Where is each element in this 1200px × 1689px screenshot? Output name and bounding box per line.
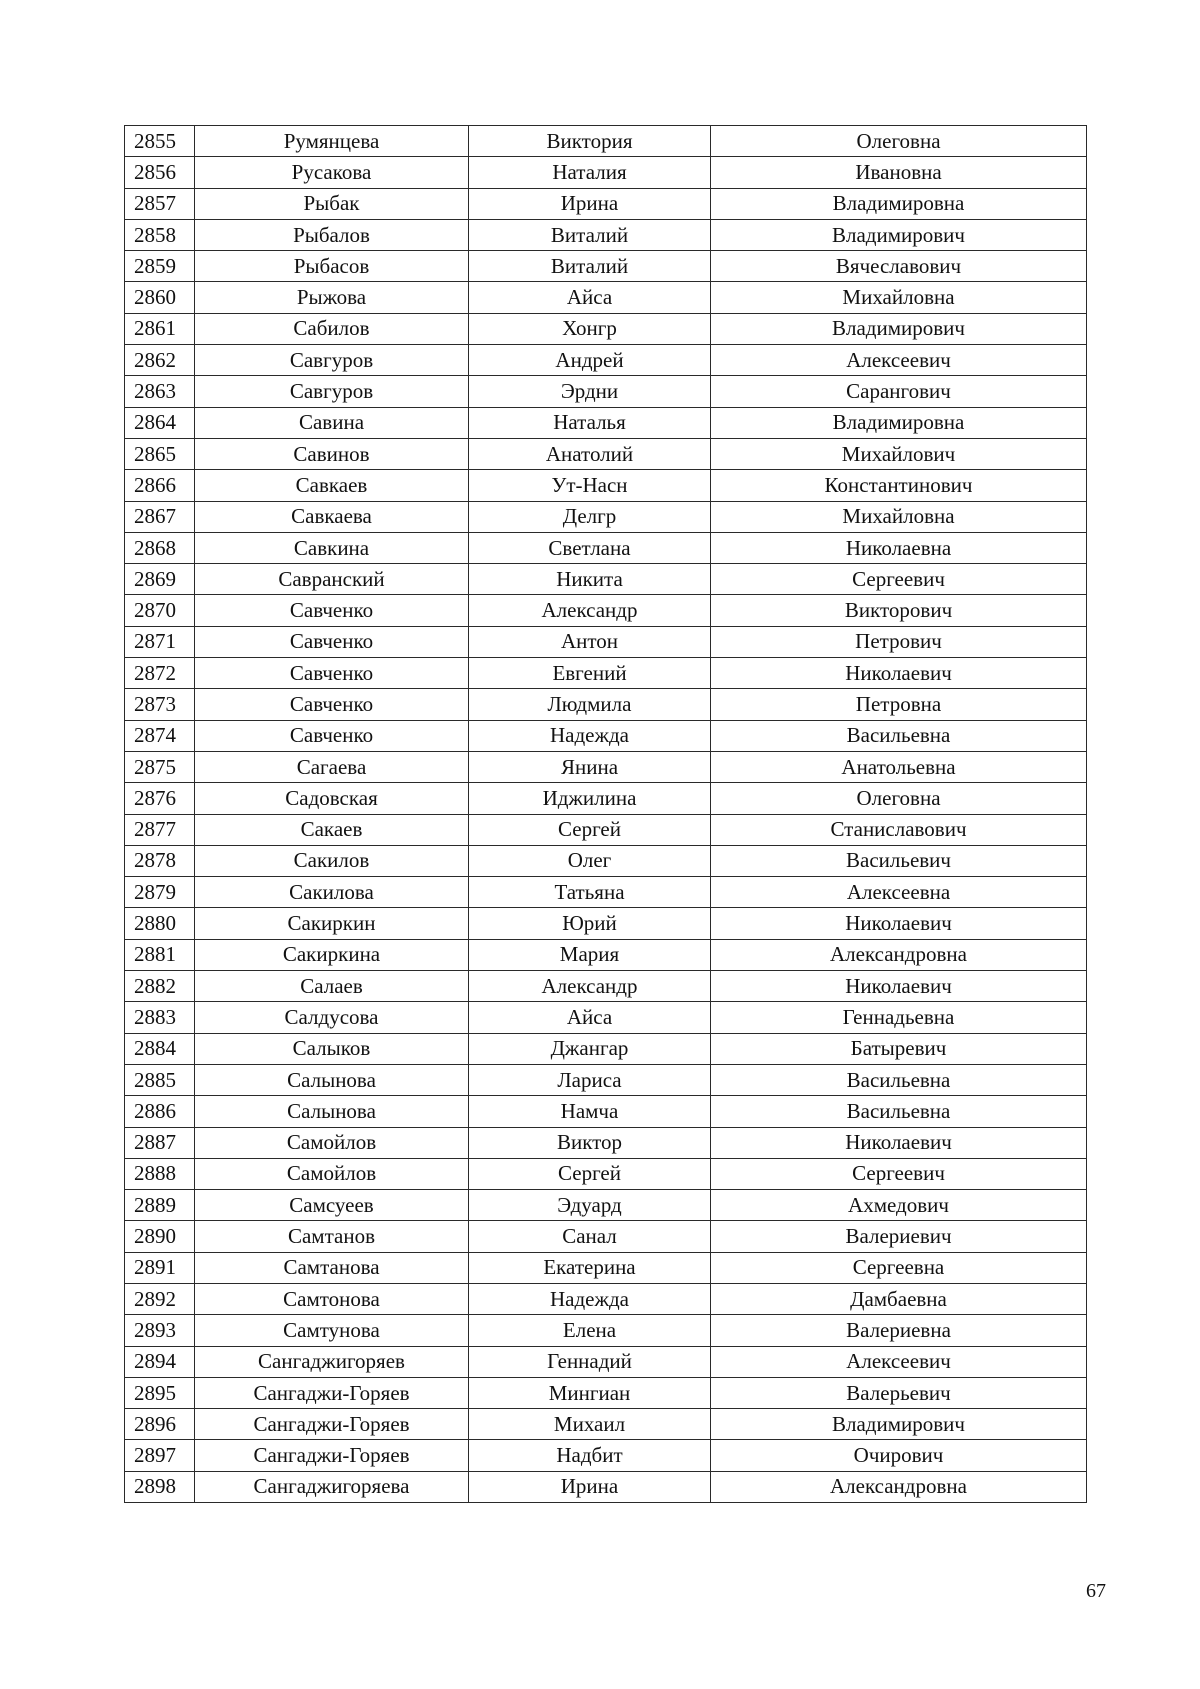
first-name-cell: Александр	[469, 595, 711, 626]
patronymic-cell: Васильевна	[711, 720, 1087, 751]
last-name-cell: Савченко	[195, 658, 469, 689]
first-name-cell: Виктор	[469, 1127, 711, 1158]
first-name-cell: Ирина	[469, 1471, 711, 1502]
patronymic-cell: Александровна	[711, 1471, 1087, 1502]
patronymic-cell: Николаевич	[711, 658, 1087, 689]
last-name-cell: Савкаева	[195, 501, 469, 532]
patronymic-cell: Владимировна	[711, 407, 1087, 438]
patronymic-cell: Васильевич	[711, 845, 1087, 876]
table-row	[125, 1440, 1087, 1471]
row-number-cell: 2867	[125, 501, 195, 532]
patronymic-cell: Николаевич	[711, 971, 1087, 1002]
last-name-cell: Сангаджи-Горяев	[195, 1440, 469, 1471]
first-name-cell: Янина	[469, 751, 711, 782]
table-row	[125, 626, 1087, 657]
first-name-cell: Виктория	[469, 126, 711, 157]
patronymic-cell: Петрович	[711, 626, 1087, 657]
patronymic-cell: Михайлович	[711, 438, 1087, 469]
patronymic-cell: Владимирович	[711, 313, 1087, 344]
table-row	[125, 720, 1087, 751]
row-number-cell: 2866	[125, 470, 195, 501]
first-name-cell: Никита	[469, 564, 711, 595]
first-name-cell: Намча	[469, 1096, 711, 1127]
first-name-cell: Александр	[469, 971, 711, 1002]
table-row	[125, 1283, 1087, 1314]
first-name-cell: Светлана	[469, 532, 711, 563]
table-row	[125, 1158, 1087, 1189]
first-name-cell: Иджилина	[469, 783, 711, 814]
row-number-cell: 2884	[125, 1033, 195, 1064]
row-number-cell: 2898	[125, 1471, 195, 1502]
row-number-cell: 2869	[125, 564, 195, 595]
row-number-cell: 2865	[125, 438, 195, 469]
table-row	[125, 564, 1087, 595]
row-number-cell: 2862	[125, 345, 195, 376]
patronymic-cell: Алексеевич	[711, 345, 1087, 376]
row-number-cell: 2864	[125, 407, 195, 438]
first-name-cell: Евгений	[469, 658, 711, 689]
first-name-cell: Наталия	[469, 157, 711, 188]
first-name-cell: Сергей	[469, 1158, 711, 1189]
first-name-cell: Олег	[469, 845, 711, 876]
first-name-cell: Виталий	[469, 219, 711, 250]
table-row	[125, 971, 1087, 1002]
table-row	[125, 595, 1087, 626]
table-row	[125, 939, 1087, 970]
table-row	[125, 908, 1087, 939]
patronymic-cell: Николаевна	[711, 532, 1087, 563]
table-row	[125, 1346, 1087, 1377]
last-name-cell: Рыбалов	[195, 219, 469, 250]
row-number-cell: 2876	[125, 783, 195, 814]
last-name-cell: Савгуров	[195, 376, 469, 407]
first-name-cell: Джангар	[469, 1033, 711, 1064]
row-number-cell: 2874	[125, 720, 195, 751]
last-name-cell: Савченко	[195, 689, 469, 720]
patronymic-cell: Сергеевич	[711, 1158, 1087, 1189]
last-name-cell: Савкина	[195, 532, 469, 563]
first-name-cell: Юрий	[469, 908, 711, 939]
first-name-cell: Мингиан	[469, 1377, 711, 1408]
table-row	[125, 751, 1087, 782]
last-name-cell: Рыбасов	[195, 251, 469, 282]
last-name-cell: Сангаджигоряев	[195, 1346, 469, 1377]
first-name-cell: Санал	[469, 1221, 711, 1252]
row-number-cell: 2894	[125, 1346, 195, 1377]
row-number-cell: 2856	[125, 157, 195, 188]
last-name-cell: Самтанов	[195, 1221, 469, 1252]
first-name-cell: Сергей	[469, 814, 711, 845]
last-name-cell: Сабилов	[195, 313, 469, 344]
last-name-cell: Сакилова	[195, 877, 469, 908]
patronymic-cell: Владимировна	[711, 188, 1087, 219]
row-number-cell: 2868	[125, 532, 195, 563]
first-name-cell: Лариса	[469, 1064, 711, 1095]
patronymic-cell: Николаевич	[711, 1127, 1087, 1158]
patronymic-cell: Валериевна	[711, 1315, 1087, 1346]
row-number-cell: 2883	[125, 1002, 195, 1033]
first-name-cell: Делгр	[469, 501, 711, 532]
row-number-cell: 2859	[125, 251, 195, 282]
patronymic-cell: Вячеславович	[711, 251, 1087, 282]
row-number-cell: 2879	[125, 877, 195, 908]
last-name-cell: Рыбак	[195, 188, 469, 219]
first-name-cell: Надежда	[469, 1283, 711, 1314]
table-row	[125, 407, 1087, 438]
patronymic-cell: Константинович	[711, 470, 1087, 501]
roster-table	[124, 125, 1087, 1503]
patronymic-cell: Александровна	[711, 939, 1087, 970]
table-row	[125, 157, 1087, 188]
table-row	[125, 783, 1087, 814]
table-row	[125, 1127, 1087, 1158]
last-name-cell: Сакаев	[195, 814, 469, 845]
first-name-cell: Наталья	[469, 407, 711, 438]
last-name-cell: Савина	[195, 407, 469, 438]
table-row	[125, 814, 1087, 845]
table-row	[125, 1252, 1087, 1283]
first-name-cell: Ирина	[469, 188, 711, 219]
row-number-cell: 2881	[125, 939, 195, 970]
last-name-cell: Савранский	[195, 564, 469, 595]
table-row	[125, 1377, 1087, 1408]
table-row	[125, 470, 1087, 501]
table-row	[125, 1315, 1087, 1346]
patronymic-cell: Валериевич	[711, 1221, 1087, 1252]
last-name-cell: Савкаев	[195, 470, 469, 501]
row-number-cell: 2892	[125, 1283, 195, 1314]
first-name-cell: Анатолий	[469, 438, 711, 469]
last-name-cell: Самойлов	[195, 1127, 469, 1158]
row-number-cell: 2877	[125, 814, 195, 845]
row-number-cell: 2885	[125, 1064, 195, 1095]
last-name-cell: Сангаджигоряева	[195, 1471, 469, 1502]
table-row	[125, 501, 1087, 532]
patronymic-cell: Геннадьевна	[711, 1002, 1087, 1033]
last-name-cell: Салаев	[195, 971, 469, 1002]
row-number-cell: 2880	[125, 908, 195, 939]
row-number-cell: 2871	[125, 626, 195, 657]
row-number-cell: 2863	[125, 376, 195, 407]
table-row	[125, 1064, 1087, 1095]
table-row	[125, 1190, 1087, 1221]
row-number-cell: 2870	[125, 595, 195, 626]
patronymic-cell: Сергеевна	[711, 1252, 1087, 1283]
patronymic-cell: Олеговна	[711, 126, 1087, 157]
patronymic-cell: Викторович	[711, 595, 1087, 626]
row-number-cell: 2891	[125, 1252, 195, 1283]
row-number-cell: 2890	[125, 1221, 195, 1252]
table-row	[125, 438, 1087, 469]
row-number-cell: 2889	[125, 1190, 195, 1221]
last-name-cell: Самсуеев	[195, 1190, 469, 1221]
last-name-cell: Сангаджи-Горяев	[195, 1377, 469, 1408]
first-name-cell: Татьяна	[469, 877, 711, 908]
last-name-cell: Сангаджи-Горяев	[195, 1409, 469, 1440]
last-name-cell: Савченко	[195, 720, 469, 751]
table-row	[125, 658, 1087, 689]
first-name-cell: Хонгр	[469, 313, 711, 344]
row-number-cell: 2887	[125, 1127, 195, 1158]
last-name-cell: Савченко	[195, 626, 469, 657]
table-row	[125, 1096, 1087, 1127]
row-number-cell: 2858	[125, 219, 195, 250]
first-name-cell: Елена	[469, 1315, 711, 1346]
row-number-cell: 2872	[125, 658, 195, 689]
first-name-cell: Айса	[469, 1002, 711, 1033]
table-row	[125, 313, 1087, 344]
row-number-cell: 2878	[125, 845, 195, 876]
last-name-cell: Савгуров	[195, 345, 469, 376]
first-name-cell: Антон	[469, 626, 711, 657]
patronymic-cell: Олеговна	[711, 783, 1087, 814]
last-name-cell: Самтонова	[195, 1283, 469, 1314]
table-row	[125, 345, 1087, 376]
patronymic-cell: Васильевна	[711, 1064, 1087, 1095]
first-name-cell: Андрей	[469, 345, 711, 376]
first-name-cell: Надежда	[469, 720, 711, 751]
first-name-cell: Людмила	[469, 689, 711, 720]
last-name-cell: Самтунова	[195, 1315, 469, 1346]
row-number-cell: 2875	[125, 751, 195, 782]
table-row	[125, 1002, 1087, 1033]
patronymic-cell: Николаевич	[711, 908, 1087, 939]
table-row	[125, 1471, 1087, 1502]
patronymic-cell: Алексеевна	[711, 877, 1087, 908]
last-name-cell: Садовская	[195, 783, 469, 814]
last-name-cell: Сакилов	[195, 845, 469, 876]
patronymic-cell: Васильевна	[711, 1096, 1087, 1127]
first-name-cell: Михаил	[469, 1409, 711, 1440]
first-name-cell: Виталий	[469, 251, 711, 282]
table-row	[125, 532, 1087, 563]
patronymic-cell: Алексеевич	[711, 1346, 1087, 1377]
table-row	[125, 219, 1087, 250]
first-name-cell: Эрдни	[469, 376, 711, 407]
last-name-cell: Сагаева	[195, 751, 469, 782]
table-row	[125, 877, 1087, 908]
last-name-cell: Сакиркина	[195, 939, 469, 970]
last-name-cell: Рыжова	[195, 282, 469, 313]
row-number-cell: 2893	[125, 1315, 195, 1346]
last-name-cell: Сакиркин	[195, 908, 469, 939]
patronymic-cell: Владимирович	[711, 1409, 1087, 1440]
table-row	[125, 689, 1087, 720]
last-name-cell: Салынова	[195, 1064, 469, 1095]
row-number-cell: 2861	[125, 313, 195, 344]
patronymic-cell: Валерьевич	[711, 1377, 1087, 1408]
table-row	[125, 1033, 1087, 1064]
first-name-cell: Екатерина	[469, 1252, 711, 1283]
row-number-cell: 2855	[125, 126, 195, 157]
patronymic-cell: Сарангович	[711, 376, 1087, 407]
last-name-cell: Салынова	[195, 1096, 469, 1127]
patronymic-cell: Батыревич	[711, 1033, 1087, 1064]
table-row	[125, 188, 1087, 219]
first-name-cell: Айса	[469, 282, 711, 313]
row-number-cell: 2895	[125, 1377, 195, 1408]
last-name-cell: Самойлов	[195, 1158, 469, 1189]
row-number-cell: 2886	[125, 1096, 195, 1127]
page-number: 67	[1086, 1580, 1106, 1602]
patronymic-cell: Михайловна	[711, 282, 1087, 313]
row-number-cell: 2896	[125, 1409, 195, 1440]
patronymic-cell: Станиславович	[711, 814, 1087, 845]
patronymic-cell: Ивановна	[711, 157, 1087, 188]
table-row	[125, 126, 1087, 157]
table-row	[125, 282, 1087, 313]
patronymic-cell: Михайловна	[711, 501, 1087, 532]
patronymic-cell: Очирович	[711, 1440, 1087, 1471]
table-row	[125, 1221, 1087, 1252]
patronymic-cell: Ахмедович	[711, 1190, 1087, 1221]
patronymic-cell: Сергеевич	[711, 564, 1087, 595]
table-row	[125, 376, 1087, 407]
first-name-cell: Мария	[469, 939, 711, 970]
patronymic-cell: Петровна	[711, 689, 1087, 720]
table-row	[125, 845, 1087, 876]
last-name-cell: Салыков	[195, 1033, 469, 1064]
row-number-cell: 2882	[125, 971, 195, 1002]
first-name-cell: Эдуард	[469, 1190, 711, 1221]
roster-body	[125, 126, 1087, 1503]
row-number-cell: 2873	[125, 689, 195, 720]
table-row	[125, 251, 1087, 282]
first-name-cell: Ут-Насн	[469, 470, 711, 501]
row-number-cell: 2857	[125, 188, 195, 219]
last-name-cell: Савченко	[195, 595, 469, 626]
last-name-cell: Самтанова	[195, 1252, 469, 1283]
last-name-cell: Румянцева	[195, 126, 469, 157]
patronymic-cell: Анатольевна	[711, 751, 1087, 782]
first-name-cell: Надбит	[469, 1440, 711, 1471]
last-name-cell: Савинов	[195, 438, 469, 469]
row-number-cell: 2888	[125, 1158, 195, 1189]
patronymic-cell: Дамбаевна	[711, 1283, 1087, 1314]
row-number-cell: 2860	[125, 282, 195, 313]
row-number-cell: 2897	[125, 1440, 195, 1471]
table-row	[125, 1409, 1087, 1440]
last-name-cell: Русакова	[195, 157, 469, 188]
first-name-cell: Геннадий	[469, 1346, 711, 1377]
last-name-cell: Салдусова	[195, 1002, 469, 1033]
patronymic-cell: Владимирович	[711, 219, 1087, 250]
